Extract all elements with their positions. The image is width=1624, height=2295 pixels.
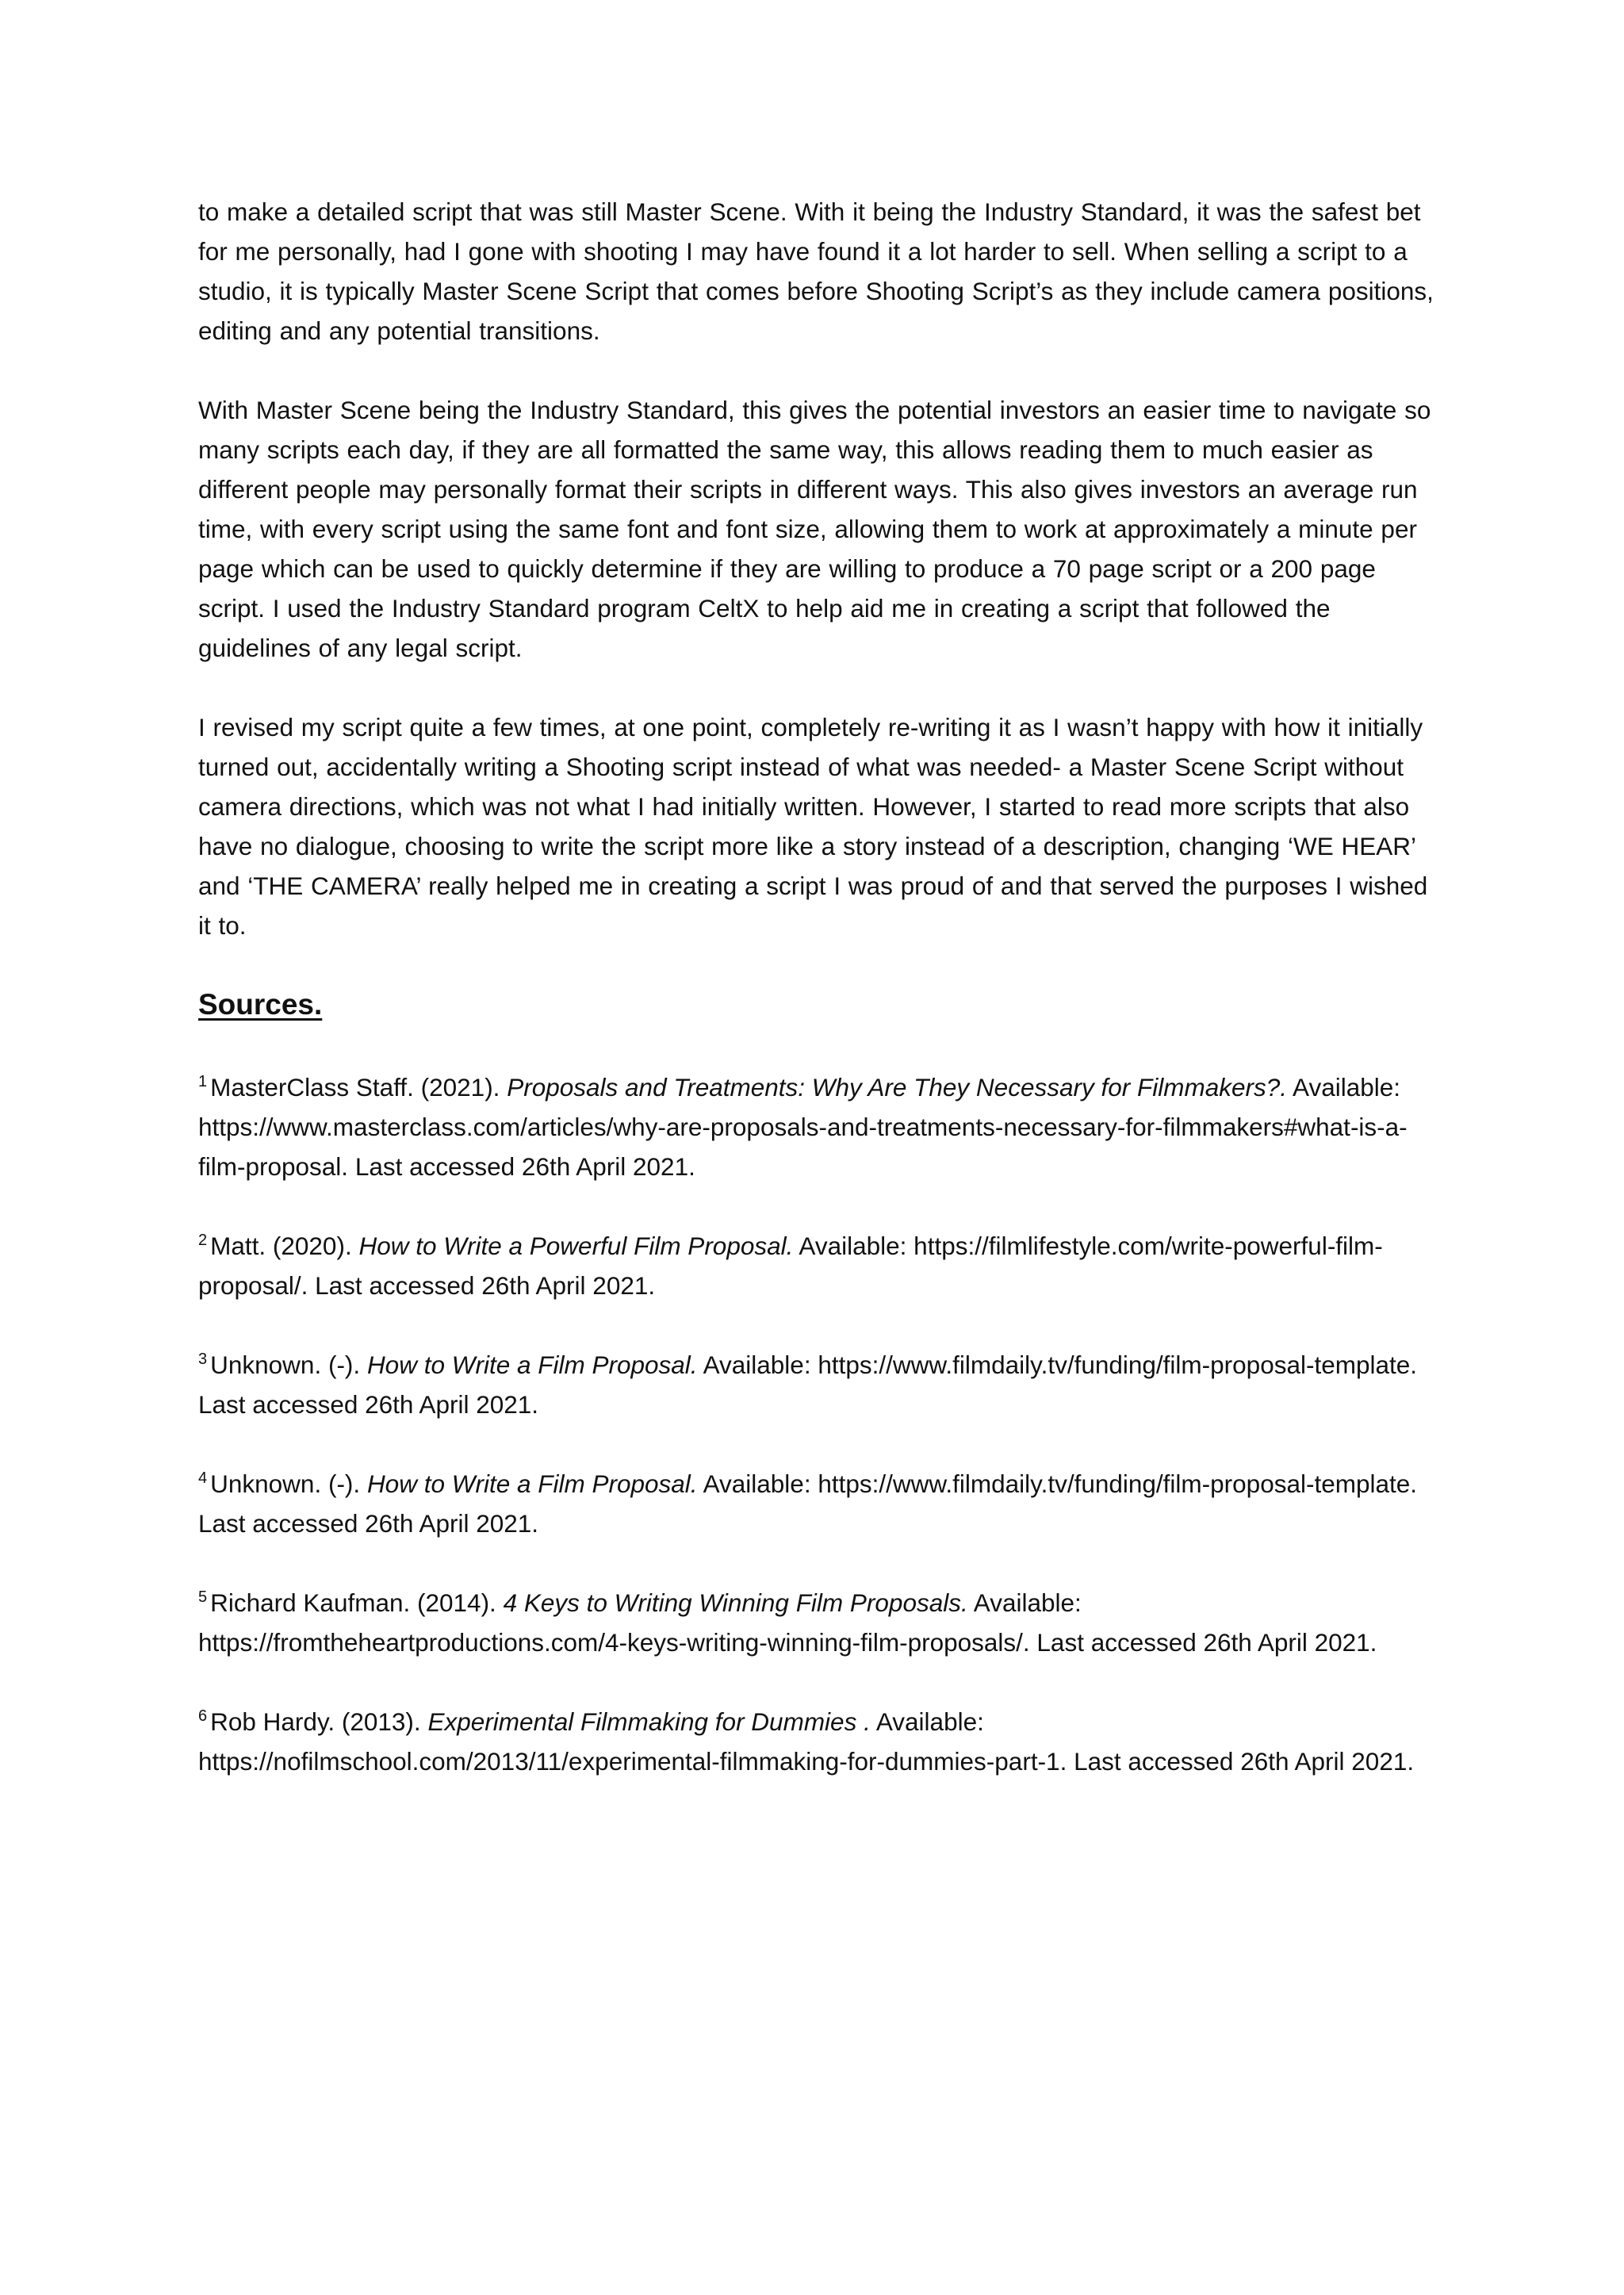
sources-heading: Sources. xyxy=(198,988,323,1021)
body-paragraph: With Master Scene being the Industry Standard, this gives the potential investors an easier time to navigate so many scripts each day, if they are all formatted the same way, this allows reading them to much easier as different people may personally format their scripts in different ways. This also gives investors an average run time, with every script using the same font and font size, allowing them to work at approximately a minute per page which can be used to quickly determine if they are willing to produce a 70 page script or a 200 page script. I used the Industry Standard program CeltX to help aid me in creating a script that followed the guidelines of any legal script. xyxy=(198,396,1431,662)
body-paragraph: to make a detailed script that was still Master Scene. With it being the Industry Standard, it was the safest bet for me personally, had I gone with shooting I may have found it a lot harder to sell. When selling a script to a studio, it is typically Master Scene Script that comes before Shooting Script’s as they include camera positions, editing and any potential transitions. xyxy=(198,197,1434,345)
source-title: How to Write a Powerful Film Proposal. xyxy=(358,1232,794,1260)
source-entry xyxy=(198,1226,1435,1305)
document-page xyxy=(198,192,1435,1821)
source-availability: Available: https://www.filmdaily.tv/funding/film-proposal-template. Last accessed 26th April 2021. xyxy=(198,1351,1418,1419)
source-availability: Available: https://www.masterclass.com/articles/why-are-proposals-and-treatments-necessary-for-filmmakers#what-is-a-film-proposal. Last accessed 26th April 2021. xyxy=(198,1073,1408,1181)
footnote-number: 1 xyxy=(198,1073,208,1090)
source-availability: Available: https://nofilmschool.com/2013/11/experimental-filmmaking-for-dummies-part-1. Last accessed 26th April 2021. xyxy=(198,1707,1415,1776)
source-author: Rob Hardy. (2013). xyxy=(210,1707,421,1736)
source-author: Matt. (2020). xyxy=(210,1232,352,1260)
footnote-number: 6 xyxy=(198,1707,208,1725)
source-entry xyxy=(198,1464,1435,1543)
source-availability: Available: https://filmlifestyle.com/write-powerful-film-proposal/. Last accessed 26th April 2021. xyxy=(198,1232,1383,1300)
source-title: 4 Keys to Writing Winning Film Proposals. xyxy=(503,1588,968,1617)
footnote-number: 3 xyxy=(198,1351,208,1368)
source-availability: Available: https://www.filmdaily.tv/funding/film-proposal-template. Last accessed 26th April 2021. xyxy=(198,1469,1418,1538)
source-entry xyxy=(198,1067,1435,1186)
source-author: Unknown. (-). xyxy=(210,1469,361,1498)
source-title: How to Write a Film Proposal. xyxy=(366,1351,698,1379)
source-entry xyxy=(198,1583,1435,1662)
source-availability: Available: https://fromtheheartproductions.com/4-keys-writing-winning-film-proposals/. Last accessed 26th April 2021. xyxy=(198,1588,1377,1657)
source-title: Proposals and Treatments: Why Are They Necessary for Filmmakers?. xyxy=(507,1073,1288,1102)
footnote-number: 4 xyxy=(198,1469,208,1487)
source-title: Experimental Filmmaking for Dummies . xyxy=(427,1707,871,1736)
footnote-number: 5 xyxy=(198,1588,208,1606)
source-author: Richard Kaufman. (2014). xyxy=(210,1588,496,1617)
source-entry xyxy=(198,1345,1435,1424)
body-paragraph: I revised my script quite a few times, at one point, completely re-writing it as I wasn’t happy with how it initially turned out, accidentally writing a Shooting script instead of what was needed- a Master Scene Script without camera directions, which was not what I had initially written. However, I started to read more scripts that also have no dialogue, choosing to write the script more like a story instead of a description, changing ‘WE HEAR’ and ‘THE CAMERA’ really helped me in creating a script I was proud of and that served the purposes I wished it to. xyxy=(198,713,1428,940)
source-entry xyxy=(198,1702,1435,1781)
source-title: How to Write a Film Proposal. xyxy=(366,1469,698,1498)
footnote-number: 2 xyxy=(198,1232,208,1249)
source-author: MasterClass Staff. (2021). xyxy=(210,1073,500,1102)
source-author: Unknown. (-). xyxy=(210,1351,361,1379)
